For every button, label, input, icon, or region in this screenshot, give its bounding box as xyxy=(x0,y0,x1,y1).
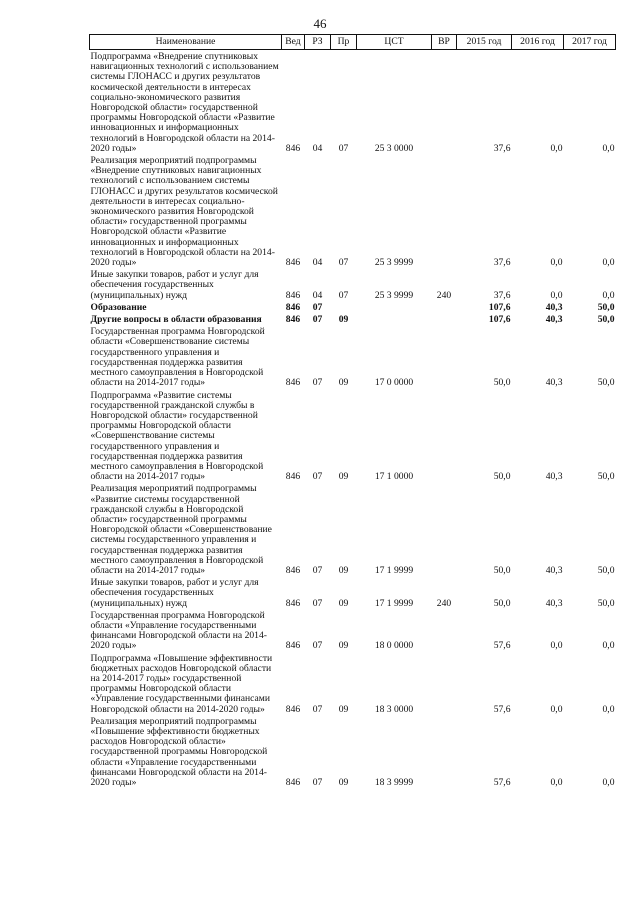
row-value-2017: 0,0 xyxy=(602,703,615,715)
row-value-2016: 40,3 xyxy=(545,597,563,609)
row-rz: 07 xyxy=(312,471,323,483)
row-vr xyxy=(432,313,457,325)
row-cst: 17 1 9999 xyxy=(374,564,414,576)
row-ved: 846 xyxy=(285,640,301,652)
row-vr xyxy=(432,325,457,388)
row-value-2015: 50,0 xyxy=(493,597,511,609)
row-value-2017: 50,0 xyxy=(597,301,615,313)
row-vr xyxy=(432,715,457,788)
row-name: Подпрограмма «Повышение эффективности бюджетных расходов Новгородской области на 2014-2017 годы» государственной программы Новгородской области «Управление государственными финансами Новгородской области на 2014-2020 годы» xyxy=(90,652,273,715)
row-ved: 846 xyxy=(285,289,301,301)
row-pr: 09 xyxy=(338,314,349,326)
row-vr xyxy=(432,389,457,483)
budget-table xyxy=(89,34,616,788)
row-value-2015: 107,6 xyxy=(488,314,511,326)
row-cst: 25 3 0000 xyxy=(374,142,414,154)
row-value-2017: 0,0 xyxy=(602,289,615,301)
row-value-2016: 40,3 xyxy=(545,564,563,576)
row-name: Реализация мероприятий подпрограммы «Повышение эффективности бюджетных расходов Новгородской области» государственной программы Новгородской области «Управление государственными финансами Новгородской области на 2014-2020 годы» xyxy=(90,715,268,789)
row-pr: 09 xyxy=(338,597,349,609)
row-pr: 09 xyxy=(338,777,349,789)
row-value-2016: 0,0 xyxy=(550,777,563,789)
row-rz: 07 xyxy=(312,777,323,789)
row-rz: 04 xyxy=(312,257,323,269)
header-cst: ЦСТ xyxy=(357,35,432,50)
row-name: Государственная программа Новгородской области «Совершенствование системы государственного управления и государственная поддержка развития местного самоуправления в Новгородской области на 2014-2017 годы» xyxy=(90,326,265,389)
row-cst: 18 3 9999 xyxy=(374,777,414,789)
row-vr xyxy=(432,50,457,155)
row-vr xyxy=(432,609,457,652)
row-vr xyxy=(432,301,457,313)
row-rz: 07 xyxy=(312,597,323,609)
row-value-2016: 40,3 xyxy=(545,471,563,483)
row-ved: 846 xyxy=(285,471,301,483)
row-ved: 846 xyxy=(285,597,301,609)
table-row xyxy=(90,313,616,325)
row-pr: 09 xyxy=(338,640,349,652)
row-pr: 07 xyxy=(338,289,349,301)
row-cst: 25 3 9999 xyxy=(374,257,414,269)
row-value-2015: 57,6 xyxy=(493,777,511,789)
row-value-2015: 37,6 xyxy=(493,289,511,301)
table-row xyxy=(90,389,616,483)
row-vr xyxy=(432,154,457,268)
row-value-2017: 50,0 xyxy=(597,314,615,326)
header-rz: РЗ xyxy=(305,35,331,50)
row-value-2015: 57,6 xyxy=(493,703,511,715)
row-value-2017: 50,0 xyxy=(597,471,615,483)
table-row xyxy=(90,268,616,301)
page-number: 46 xyxy=(313,16,327,31)
table-row xyxy=(90,154,616,268)
row-value-2015: 37,6 xyxy=(493,142,511,154)
header-ved: Вед xyxy=(282,35,305,50)
row-name: Подпрограмма «Внедрение спутниковых навигационных технологий с использованием системы ГЛОНАСС и других результатов космической деятельности в интересах социально-экономического развития Новгородской области» государственной программы Новгородской области «Развитие инновационных и информационных технологий в Новгородской области на 2014-2020 годы» xyxy=(90,51,279,154)
row-value-2015: 107,6 xyxy=(488,301,511,313)
row-vr: 240 xyxy=(436,597,452,609)
row-cst: 25 3 9999 xyxy=(374,289,414,301)
row-ved: 846 xyxy=(285,314,301,326)
row-cst xyxy=(357,301,432,313)
row-value-2017: 50,0 xyxy=(597,597,615,609)
table-row xyxy=(90,576,616,609)
row-rz: 07 xyxy=(312,564,323,576)
row-vr xyxy=(432,652,457,715)
row-value-2015: 50,0 xyxy=(493,564,511,576)
row-value-2016: 40,3 xyxy=(545,377,563,389)
row-value-2017: 50,0 xyxy=(597,377,615,389)
row-ved: 846 xyxy=(285,301,301,313)
row-name: Другие вопросы в области образования xyxy=(90,314,262,326)
row-pr: 09 xyxy=(338,703,349,715)
header-2016: 2016 год xyxy=(512,35,564,50)
row-pr: 09 xyxy=(338,377,349,389)
row-name: Реализация мероприятий подпрограммы «Внедрение спутниковых навигационных технологий с использованием системы ГЛОНАСС и других результатов космической деятельности в интересах социально-экономического развития Новгородской области» государственной программы Новгородской области «Развитие инновационных и информационных технологий в Новгородской области на 2014-2020 годы» xyxy=(90,155,278,269)
row-ved: 846 xyxy=(285,564,301,576)
row-rz: 04 xyxy=(312,289,323,301)
row-vr xyxy=(432,482,457,576)
row-value-2015: 50,0 xyxy=(493,471,511,483)
row-name: Реализация мероприятий подпрограммы «Развитие системы государственной гражданской службы в Новгородской области» государственной программы Новгородской области «Совершенствование системы государственного управления и государственная поддержка развития местного самоуправления в Новгородской области на 2014-2017 годы» xyxy=(90,483,272,576)
row-rz: 07 xyxy=(312,301,323,313)
row-value-2015: 57,6 xyxy=(493,640,511,652)
row-value-2017: 0,0 xyxy=(602,777,615,789)
row-pr xyxy=(331,301,357,313)
row-value-2017: 0,0 xyxy=(602,142,615,154)
row-cst xyxy=(357,313,432,325)
row-ved: 846 xyxy=(285,377,301,389)
row-pr: 07 xyxy=(338,142,349,154)
row-value-2016: 0,0 xyxy=(550,142,563,154)
row-rz: 07 xyxy=(312,314,323,326)
row-pr: 09 xyxy=(338,471,349,483)
row-value-2016: 0,0 xyxy=(550,640,563,652)
header-2015: 2015 год xyxy=(457,35,512,50)
header-name: Наименование xyxy=(90,35,282,50)
row-value-2017: 50,0 xyxy=(597,564,615,576)
row-value-2016: 0,0 xyxy=(550,289,563,301)
row-name: Иные закупки товаров, работ и услуг для обеспечения государственных (муниципальных) нужд xyxy=(90,577,259,609)
table-row xyxy=(90,609,616,652)
row-ved: 846 xyxy=(285,142,301,154)
table-row xyxy=(90,715,616,788)
row-name: Образование xyxy=(90,301,147,313)
row-pr: 07 xyxy=(338,257,349,269)
row-cst: 18 3 0000 xyxy=(374,703,414,715)
row-rz: 07 xyxy=(312,640,323,652)
row-rz: 07 xyxy=(312,703,323,715)
row-ved: 846 xyxy=(285,257,301,269)
row-value-2016: 40,3 xyxy=(545,314,563,326)
row-cst: 18 0 0000 xyxy=(374,640,414,652)
table-row xyxy=(90,325,616,388)
row-name: Государственная программа Новгородской области «Управление государственными финансами Новгородской области на 2014-2020 годы» xyxy=(90,609,267,652)
row-name: Подпрограмма «Развитие системы государственной гражданской службы в Новгородской области» государственной программы Новгородской области «Совершенствование системы государственного управления и государственная поддержка развития местного самоуправления в Новгородской области на 2014-2017 годы» xyxy=(90,389,264,483)
table-header-row xyxy=(90,35,616,50)
row-rz: 04 xyxy=(312,142,323,154)
row-value-2015: 50,0 xyxy=(493,377,511,389)
table-row xyxy=(90,50,616,155)
row-rz: 07 xyxy=(312,377,323,389)
row-value-2016: 40,3 xyxy=(545,301,563,313)
header-2017: 2017 год xyxy=(564,35,616,50)
row-value-2017: 0,0 xyxy=(602,640,615,652)
header-vr: ВР xyxy=(432,35,457,50)
row-pr: 09 xyxy=(338,564,349,576)
row-value-2016: 0,0 xyxy=(550,703,563,715)
row-cst: 17 0 0000 xyxy=(374,377,414,389)
row-ved: 846 xyxy=(285,703,301,715)
row-cst: 17 1 0000 xyxy=(374,471,414,483)
row-ved: 846 xyxy=(285,777,301,789)
row-value-2016: 0,0 xyxy=(550,257,563,269)
row-cst: 17 1 9999 xyxy=(374,597,414,609)
table-row xyxy=(90,301,616,313)
row-value-2017: 0,0 xyxy=(602,257,615,269)
table-row xyxy=(90,652,616,715)
row-vr: 240 xyxy=(436,289,452,301)
header-pr: Пр xyxy=(331,35,357,50)
row-name: Иные закупки товаров, работ и услуг для обеспечения государственных (муниципальных) нужд xyxy=(90,269,259,301)
table-row xyxy=(90,482,616,576)
row-value-2015: 37,6 xyxy=(493,257,511,269)
